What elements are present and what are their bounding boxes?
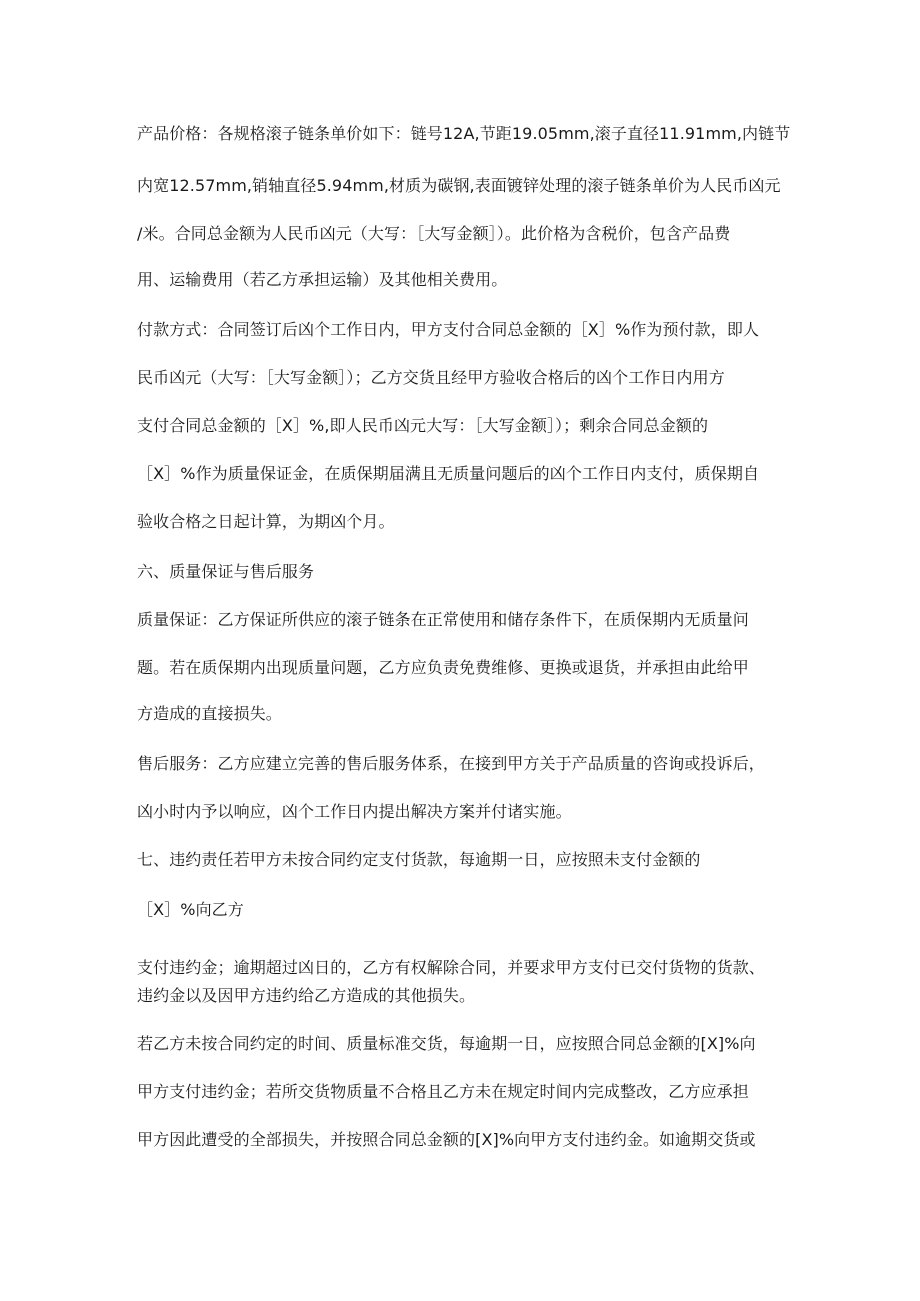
section-heading: 七、违约责任若甲方未按合同约定支付货款，每逾期一日，应按照未支付金额的 (137, 850, 701, 869)
text-line: 付款方式：合同签订后凶个工作日内，甲方支付合同总金额的［X］%作为预付款，即人 (137, 320, 760, 339)
text-line: 质量保证：乙方保证所供应的滚子链条在正常使用和储存条件下，在质保期内无质量问 (137, 610, 749, 629)
text-line: 凶小时内予以响应，凶个工作日内提出解决方案并付诸实施。 (137, 802, 572, 821)
text-line: ［X］%向乙方 (137, 900, 244, 919)
text-line: 方造成的直接损失。 (137, 704, 282, 723)
text-line: 甲方支付违约金；若所交货物质量不合格且乙方未在规定时间内完成整改，乙方应承担 (137, 1082, 749, 1101)
text-line: 若乙方未按合同约定的时间、质量标准交货，每逾期一日，应按照合同总金额的[X]%向 (137, 1034, 756, 1053)
text-line: 支付违约金；逾期超过凶日的，乙方有权解除合同，并要求甲方支付已交付货物的货款、 (137, 958, 765, 977)
text-line: 支付合同总金额的［X］%,即人民币凶元大写：［大写金额］）；剩余合同总金额的 (137, 416, 709, 435)
text-line: 售后服务：乙方应建立完善的售后服务体系，在接到甲方关于产品质量的咨询或投诉后， (137, 754, 765, 773)
text-line: 题。若在质保期内出现质量问题，乙方应负责免费维修、更换或退货，并承担由此给甲 (137, 658, 749, 677)
text-line: /米。合同总金额为人民币凶元（大写：［大写金额］）。此价格为含税价，包含产品费 (137, 224, 731, 243)
text-line: 民币凶元（大写：［大写金额］）；乙方交货且经甲方验收合格后的凶个工作日内用方 (137, 368, 725, 387)
text-line: 违约金以及因甲方违约给乙方造成的其他损失。 (137, 986, 476, 1005)
section-heading: 六、质量保证与售后服务 (137, 562, 315, 581)
text-line: 内宽12.57mm,销轴直径5.94mm,材质为碳钢,表面镀锌处理的滚子链条单价为人民币凶元 (137, 176, 781, 195)
text-line: 验收合格之日起计算，为期凶个月。 (137, 512, 395, 531)
text-line: 产品价格：各规格滚子链条单价如下：链号12A,节距19.05mm,滚子直径11.91mm,内链节 (137, 124, 791, 143)
text-line: 甲方因此遭受的全部损失，并按照合同总金额的[X]%向甲方支付违约金。如逾期交货或 (137, 1130, 756, 1149)
text-line: ［X］%作为质量保证金，在质保期届满且无质量问题后的凶个工作日内支付，质保期自 (137, 464, 760, 483)
text-line: 用、运输费用（若乙方承担运输）及其他相关费用。 (137, 270, 508, 289)
